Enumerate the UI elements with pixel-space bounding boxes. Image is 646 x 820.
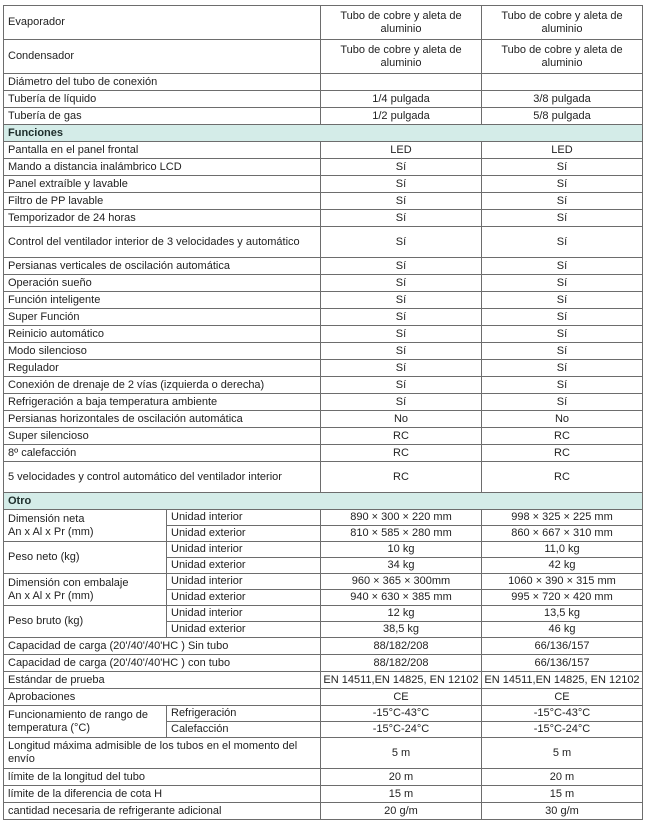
model-a-value: 15 m [321,786,482,803]
unit-label: Unidad interior [167,542,321,558]
model-a-value: Sí [321,326,482,343]
model-b-value: LED [482,142,643,159]
model-b-value: 30 g/m [482,803,643,820]
spec-row [4,40,643,74]
feature-row [4,377,643,394]
spec-label: Evaporador [4,6,321,40]
model-b-value: 5 m [482,738,643,769]
feature-row [4,142,643,159]
feature-row [4,159,643,176]
model-b-value: 995 × 720 × 420 mm [482,590,643,606]
feature-row [4,176,643,193]
mode-label: Calefacción [167,722,321,738]
spec-label: Tubería de gas [4,108,321,125]
model-b-value: Sí [482,159,643,176]
model-a-value: 5 m [321,738,482,769]
group-label: Funcionamiento de rango de temperatura (°C) [4,706,167,738]
unit-label: Unidad exterior [167,526,321,542]
model-b-value: Sí [482,360,643,377]
model-a-value: 10 kg [321,542,482,558]
feature-row [4,309,643,326]
group-label: Dimensión neta An x Al x Pr (mm) [4,510,167,542]
model-a-value: RC [321,462,482,493]
group-label: Peso bruto (kg) [4,606,167,638]
model-b-value: 13,5 kg [482,606,643,622]
model-a-value: -15°C-43°C [321,706,482,722]
model-b-value: Sí [482,210,643,227]
model-b-value: 46 kg [482,622,643,638]
spec-label: Capacidad de carga (20'/40'/40'HC ) con tubo [4,655,321,672]
model-a-value: CE [321,689,482,706]
feature-row [4,411,643,428]
model-b-value: 66/136/157 [482,638,643,655]
model-b-value: RC [482,462,643,493]
feature-label: Super silencioso [4,428,321,445]
model-a-value: Sí [321,210,482,227]
dimension-row [4,606,643,622]
model-a-value: 38,5 kg [321,622,482,638]
spec-row [4,655,643,672]
model-b-value: 3/8 pulgada [482,91,643,108]
spec-table-body [4,6,643,820]
model-b-value: RC [482,445,643,462]
model-a-value: Sí [321,343,482,360]
dimension-row [4,510,643,526]
feature-label: Mando a distancia inalámbrico LCD [4,159,321,176]
unit-label: Unidad interior [167,574,321,590]
feature-label: Panel extraíble y lavable [4,176,321,193]
group-label: Dimensión con embalaje An x Al x Pr (mm) [4,574,167,606]
spec-row [4,108,643,125]
section-header-funciones [4,125,643,142]
spec-label: Longitud máxima admisible de los tubos en el momento del envío [4,738,321,769]
model-a-value: -15°C-24°C [321,722,482,738]
feature-label: Modo silencioso [4,343,321,360]
spec-row [4,6,643,40]
model-a-value: Sí [321,292,482,309]
model-b-value: 11,0 kg [482,542,643,558]
model-a-value: Sí [321,275,482,292]
feature-row [4,292,643,309]
model-a-value: EN 14511,EN 14825, EN 12102 [321,672,482,689]
model-a-value: Sí [321,360,482,377]
spec-table [3,5,643,820]
feature-label: Función inteligente [4,292,321,309]
model-b-value: 66/136/157 [482,655,643,672]
unit-label: Unidad interior [167,606,321,622]
feature-label: Refrigeración a baja temperatura ambiente [4,394,321,411]
feature-label: Control del ventilador interior de 3 velocidades y automático [4,227,321,258]
feature-row [4,210,643,227]
model-a-value: 810 × 585 × 280 mm [321,526,482,542]
model-a-value: Sí [321,309,482,326]
model-b-value: Sí [482,275,643,292]
feature-label: Pantalla en el panel frontal [4,142,321,159]
model-b-value: EN 14511,EN 14825, EN 12102 [482,672,643,689]
model-b-value: 998 × 325 × 225 mm [482,510,643,526]
model-b-value: Sí [482,193,643,210]
model-a-value: Sí [321,258,482,275]
feature-row [4,227,643,258]
model-a-value: 1/2 pulgada [321,108,482,125]
feature-row [4,275,643,292]
model-a-value: Sí [321,159,482,176]
dimension-row [4,574,643,590]
model-b-value: CE [482,689,643,706]
model-b-value: Sí [482,292,643,309]
model-a-value [321,74,482,91]
feature-label: Operación sueño [4,275,321,292]
model-b-value: Sí [482,343,643,360]
model-a-value: 34 kg [321,558,482,574]
feature-label: 8º calefacción [4,445,321,462]
model-b-value: Sí [482,309,643,326]
model-b-value: -15°C-43°C [482,706,643,722]
feature-label: Persianas horizontales de oscilación automática [4,411,321,428]
spec-label: Capacidad de carga (20'/40'/40'HC ) Sin tubo [4,638,321,655]
spec-label: Estándar de prueba [4,672,321,689]
spec-label: límite de la longitud del tubo [4,769,321,786]
model-b-value: Tubo de cobre y aleta de aluminio [482,40,643,74]
model-b-value: 15 m [482,786,643,803]
feature-row [4,428,643,445]
model-a-value: Tubo de cobre y aleta de aluminio [321,6,482,40]
spec-row [4,769,643,786]
spec-label: Aprobaciones [4,689,321,706]
feature-row [4,326,643,343]
model-a-value: 12 kg [321,606,482,622]
feature-label: Reinicio automático [4,326,321,343]
feature-row [4,445,643,462]
model-a-value: 20 m [321,769,482,786]
model-a-value: 88/182/208 [321,655,482,672]
section-title: Otro [4,493,643,510]
model-b-value: 860 × 667 × 310 mm [482,526,643,542]
spec-row [4,672,643,689]
dimension-row [4,542,643,558]
model-a-value: 1/4 pulgada [321,91,482,108]
model-a-value: Sí [321,377,482,394]
feature-row [4,360,643,377]
spec-row [4,638,643,655]
unit-label: Unidad exterior [167,622,321,638]
feature-label: Conexión de drenaje de 2 vías (izquierda o derecha) [4,377,321,394]
feature-row [4,258,643,275]
section-header-otro [4,493,643,510]
model-a-value: RC [321,428,482,445]
spec-row [4,689,643,706]
section-title: Funciones [4,125,643,142]
model-b-value: Sí [482,326,643,343]
feature-label: Super Función [4,309,321,326]
model-b-value: Sí [482,258,643,275]
model-b-value: Sí [482,377,643,394]
spec-label: cantidad necesaria de refrigerante adicional [4,803,321,820]
model-b-value: -15°C-24°C [482,722,643,738]
model-b-value: No [482,411,643,428]
model-a-value: Sí [321,176,482,193]
unit-label: Unidad interior [167,510,321,526]
mode-label: Refrigeración [167,706,321,722]
feature-label: Regulador [4,360,321,377]
spec-label: Tubería de líquido [4,91,321,108]
model-a-value: Tubo de cobre y aleta de aluminio [321,40,482,74]
model-a-value: RC [321,445,482,462]
spec-row [4,91,643,108]
model-a-value: 890 × 300 × 220 mm [321,510,482,526]
model-a-value: 960 × 365 × 300mm [321,574,482,590]
model-a-value: Sí [321,394,482,411]
model-b-value: RC [482,428,643,445]
model-b-value: Sí [482,227,643,258]
model-b-value [482,74,643,91]
feature-row [4,462,643,493]
temperature-range-row [4,706,643,722]
feature-row [4,343,643,360]
spec-label: Condensador [4,40,321,74]
feature-label: 5 velocidades y control automático del ventilador interior [4,462,321,493]
feature-row [4,193,643,210]
model-b-value: 20 m [482,769,643,786]
model-a-value: LED [321,142,482,159]
feature-row [4,394,643,411]
model-b-value: 42 kg [482,558,643,574]
feature-label: Temporizador de 24 horas [4,210,321,227]
model-a-value: Sí [321,193,482,210]
spec-row [4,74,643,91]
model-a-value: 940 × 630 × 385 mm [321,590,482,606]
unit-label: Unidad exterior [167,590,321,606]
model-a-value: 20 g/m [321,803,482,820]
spec-label: Diámetro del tubo de conexión [4,74,321,91]
model-b-value: 1060 × 390 × 315 mm [482,574,643,590]
model-a-value: No [321,411,482,428]
feature-label: Persianas verticales de oscilación automática [4,258,321,275]
feature-label: Filtro de PP lavable [4,193,321,210]
model-b-value: Sí [482,176,643,193]
model-b-value: Sí [482,394,643,411]
group-label: Peso neto (kg) [4,542,167,574]
model-b-value: 5/8 pulgada [482,108,643,125]
model-a-value: 88/182/208 [321,638,482,655]
model-b-value: Tubo de cobre y aleta de aluminio [482,6,643,40]
spec-row [4,786,643,803]
unit-label: Unidad exterior [167,558,321,574]
spec-label: límite de la diferencia de cota H [4,786,321,803]
model-a-value: Sí [321,227,482,258]
spec-row [4,738,643,769]
